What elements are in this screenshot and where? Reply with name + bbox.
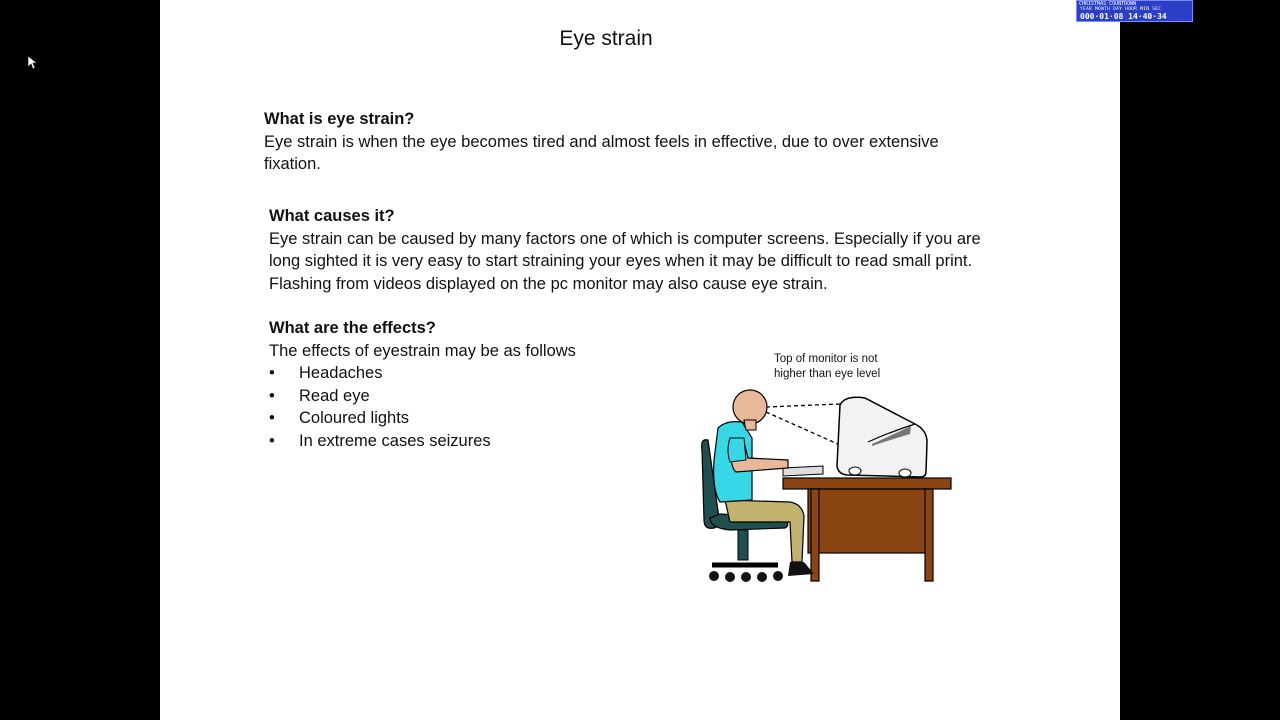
bullet-item: [269, 407, 689, 430]
bullet-text: Read eye: [299, 386, 370, 405]
section-text: Eye strain is when the eye becomes tired and almost feels in effective, due to over extensive fixation.: [264, 132, 939, 173]
countdown-labels: YEAR MONTH DAY HOUR MIN SEC: [1080, 7, 1162, 12]
bullet-text: Coloured lights: [299, 409, 410, 427]
section-intro: The effects of eyestrain may be as follows: [269, 341, 576, 360]
caption-line: Top of monitor is not: [774, 353, 878, 365]
section-heading: What causes it?: [269, 207, 395, 225]
bullet-item: [269, 362, 689, 385]
section-heading: What is eye strain?: [264, 110, 415, 128]
mouse-cursor-icon: [28, 56, 38, 75]
section-causes: [269, 205, 989, 295]
section-text: Eye strain can be caused by many factors one of which is computer screens. Especially if you are long sighted it is very easy to start straining your eyes when it may be difficult to read small print. Flashing from videos displayed on the pc monitor may also cause eye strain.: [269, 229, 981, 293]
bullet-text: In extreme cases seizures: [299, 431, 491, 450]
countdown-title: CHRISTMAS COUNTDOWN: [1079, 1, 1137, 7]
caption-line: higher than eye level: [774, 368, 881, 380]
countdown-widget: [1076, 0, 1193, 22]
bullet-icon: •: [269, 386, 275, 405]
slide: [160, 0, 1120, 720]
bullet-item: [269, 430, 689, 453]
section-heading: What are the effects?: [269, 319, 436, 337]
bullet-icon: •: [269, 431, 275, 450]
section-effects: [269, 317, 689, 452]
slide-title: Eye strain: [559, 27, 653, 50]
bullet-icon: •: [269, 364, 275, 382]
bullet-item: [269, 385, 689, 408]
countdown-value: 000·01·08 14·40·34: [1080, 12, 1167, 21]
computer-posture-illustration: [690, 350, 960, 590]
bullet-icon: •: [269, 409, 275, 427]
bullet-text: Headaches: [299, 364, 383, 382]
section-what-is: [264, 108, 984, 176]
